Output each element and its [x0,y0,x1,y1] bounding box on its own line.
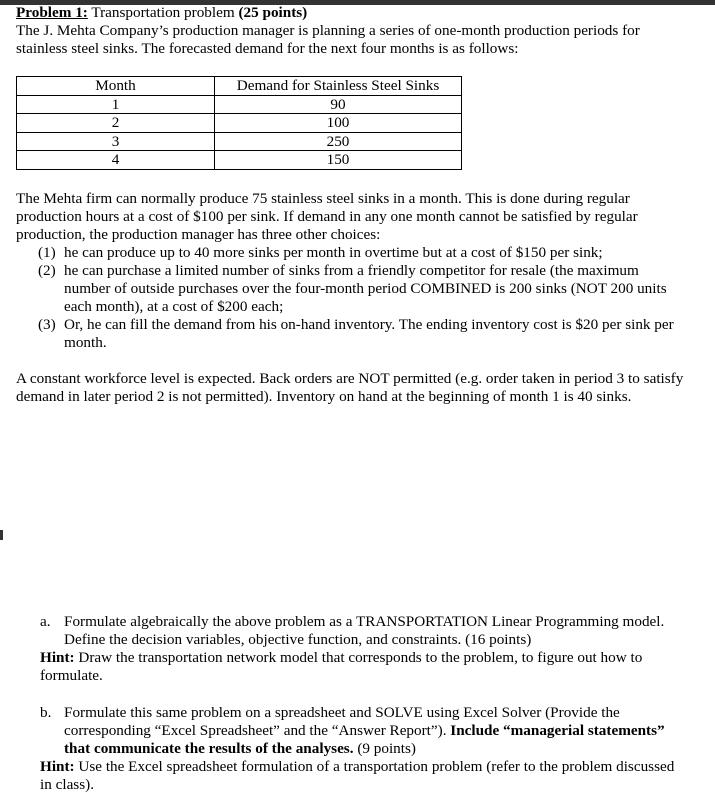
cell-demand: 250 [215,132,462,151]
part-b-text: Formulate this same problem on a spreadsheet and SOLVE using Excel Solver (Provide the corresponding “Excel Spreadsheet” and the “Answer Report”). [64,704,620,739]
cell-demand: 150 [215,151,462,170]
table-row [17,151,462,170]
para-constraints [16,370,688,406]
cell-month: 2 [17,114,215,133]
part-b-hint: Hint: Use the Excel spreadsheet formulation of a transportation problem (refer to the problem discussed in class). [40,758,675,793]
cell-month: 4 [17,151,215,170]
choice-number: (1) [38,244,56,261]
part-a-text: Formulate algebraically the above problem as a TRANSPORTATION Linear Programming model. Define the decision variables, objective function, and constraints. (16 points) [64,613,665,648]
margin-mark [0,530,3,540]
cell-month: 1 [17,95,215,114]
part-a-label: a. [40,613,51,630]
problem-title: Problem 1: Transportation problem (25 points) [16,4,308,21]
part-a-hint: Hint: Draw the transportation network model that corresponds to the problem, to figure out how to formulate. [40,649,643,684]
choice-number: (3) [38,316,56,333]
part-b-label: b. [40,704,52,721]
cell-demand: 100 [215,114,462,133]
choice-item [16,244,688,262]
cell-demand: 90 [215,95,462,114]
demand-table [16,76,462,170]
choice-text: he can purchase a limited number of sinks from a friendly competitor for resale (the maximum number of outside purchases over the four-month period COMBINED is 200 sinks (NOT 200 units each month), at a cost of $200 each; [64,262,667,315]
header-month: Month [17,77,215,96]
choice-item [16,316,688,352]
intro-text: The J. Mehta Company’s production manager is planning a series of one-month production periods for stainless steel sinks. The forecasted demand for the next four months is as follows: [16,22,640,57]
part-b-points: (9 points) [353,740,416,757]
part-a [16,613,688,685]
choice-number: (2) [38,262,56,279]
production-options [16,190,688,352]
choice-text: he can produce up to 40 more sinks per month in overtime but at a cost of $150 per sink; [64,244,603,261]
part-b-bold: Include “managerial statements” that communicate the results of the analyses. [64,722,665,757]
para-production: The Mehta firm can normally produce 75 stainless steel sinks in a month. This is done during regular production hours at a cost of $100 per sink. If demand in any one month cannot be satisfied by regular production, the production manager has three other choices: [16,190,638,243]
table-row [17,132,462,151]
cell-month: 3 [17,132,215,151]
table-header-row [17,77,462,96]
table-row [17,95,462,114]
problem-header [16,4,688,58]
header-demand: Demand for Stainless Steel Sinks [215,77,462,96]
table-row [17,114,462,133]
choice-item [16,262,688,316]
choice-text: Or, he can fill the demand from his on-hand inventory. The ending inventory cost is $20 per sink per month. [64,316,674,351]
part-b [16,704,688,794]
constraints-text: A constant workforce level is expected. Back orders are NOT permitted (e.g. order taken in period 3 to satisfy demand in later period 2 is not permitted). Inventory on hand at the beginning of month 1 is 40 sinks. [16,370,684,405]
